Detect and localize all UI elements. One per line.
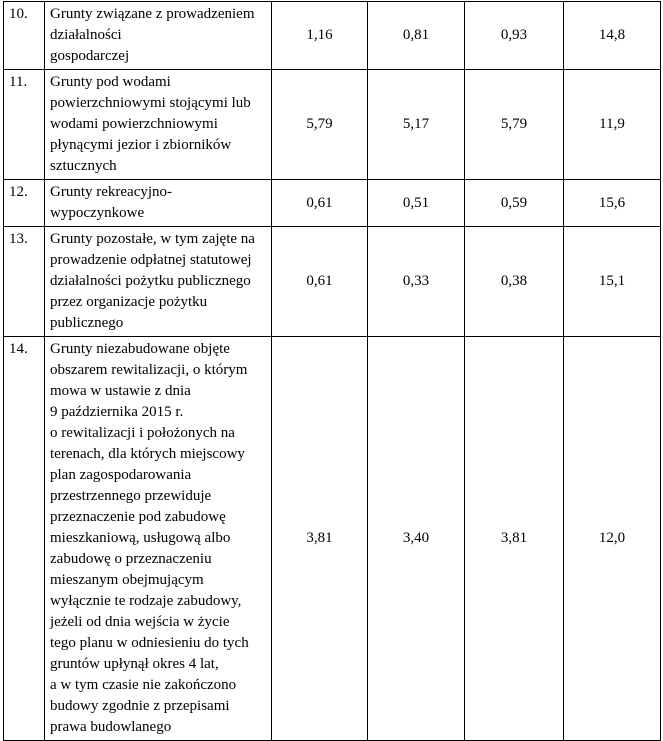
table-row — [4, 337, 661, 741]
row-description — [45, 2, 272, 70]
table-row — [4, 70, 661, 180]
row-number: 11. — [4, 70, 45, 180]
description-line: publicznego — [50, 315, 124, 331]
value-cell: 5,17 — [368, 70, 465, 180]
value-cell: 0,38 — [465, 227, 564, 337]
description-line: powierzchniowymi stojącymi lub — [50, 95, 251, 111]
value-cell: 3,81 — [272, 337, 368, 741]
description-line: wyłącznie te rodzaje zabudowy, — [50, 593, 242, 609]
value-cell: 14,8 — [564, 2, 661, 70]
value-cell: 0,51 — [368, 180, 465, 227]
description-line: terenach, dla których miejscowy — [50, 446, 245, 462]
row-description — [45, 180, 272, 227]
value-cell: 0,61 — [272, 227, 368, 337]
table-row — [4, 227, 661, 337]
description-line: Grunty pod wodami — [50, 74, 171, 90]
row-description — [45, 70, 272, 180]
value-cell: 0,33 — [368, 227, 465, 337]
description-line: prowadzenie odpłatnej statutowej — [50, 252, 252, 268]
value-cell: 0,61 — [272, 180, 368, 227]
description-line: a w tym czasie nie zakończono — [50, 677, 237, 693]
description-line: budowy zgodnie z przepisami — [50, 698, 230, 714]
description-line: Grunty związane z prowadzeniem — [50, 6, 255, 22]
description-line: Grunty pozostałe, w tym zajęte na — [50, 231, 255, 247]
value-cell: 12,0 — [564, 337, 661, 741]
description-line: przeznaczenie pod zabudowę — [50, 509, 226, 525]
description-line: Grunty rekreacyjno- — [50, 184, 173, 200]
description-line: 9 października 2015 r. — [50, 404, 184, 420]
description-line: działalności — [50, 27, 122, 43]
row-number: 13. — [4, 227, 45, 337]
value-cell: 3,81 — [465, 337, 564, 741]
description-line: jeżeli od dnia wejścia w życie — [50, 614, 230, 630]
value-cell: 5,79 — [272, 70, 368, 180]
description-line: działalności pożytku publicznego — [50, 273, 251, 289]
value-cell: 15,1 — [564, 227, 661, 337]
description-line: obszarem rewitalizacji, o którym — [50, 362, 248, 378]
value-cell: 1,16 — [272, 2, 368, 70]
description-line: zabudowę o przeznaczeniu — [50, 551, 212, 567]
description-line: mowa w ustawie z dnia — [50, 383, 191, 399]
value-cell: 0,93 — [465, 2, 564, 70]
value-cell: 5,79 — [465, 70, 564, 180]
description-line: przestrzennego przewiduje — [50, 488, 212, 504]
description-line: tego planu w odniesieniu do tych — [50, 635, 249, 651]
description-line: gospodarczej — [50, 48, 130, 64]
value-cell: 0,81 — [368, 2, 465, 70]
table-row — [4, 2, 661, 70]
description-line: mieszanym obejmującym — [50, 572, 204, 588]
description-line: plan zagospodarowania — [50, 467, 192, 483]
row-description — [45, 227, 272, 337]
row-number: 10. — [4, 2, 45, 70]
value-cell: 11,9 — [564, 70, 661, 180]
description-line: mieszkaniową, usługową albo — [50, 530, 231, 546]
description-line: gruntów upłynął okres 4 lat, — [50, 656, 219, 672]
description-line: płynącymi jezior i zbiorników — [50, 137, 232, 153]
row-number: 14. — [4, 337, 45, 741]
description-line: przez organizacje pożytku — [50, 294, 208, 310]
value-cell: 15,6 — [564, 180, 661, 227]
row-number: 12. — [4, 180, 45, 227]
description-line: sztucznych — [50, 158, 117, 174]
table-row — [4, 180, 661, 227]
value-cell: 3,40 — [368, 337, 465, 741]
row-description — [45, 337, 272, 741]
value-cell: 0,59 — [465, 180, 564, 227]
rates-table — [3, 1, 661, 741]
description-line: o rewitalizacji i położonych na — [50, 425, 235, 441]
description-line: prawa budowlanego — [50, 719, 172, 735]
description-line: wodami powierzchniowymi — [50, 116, 218, 132]
description-line: wypoczynkowe — [50, 205, 145, 221]
description-line: Grunty niezabudowane objęte — [50, 341, 230, 357]
